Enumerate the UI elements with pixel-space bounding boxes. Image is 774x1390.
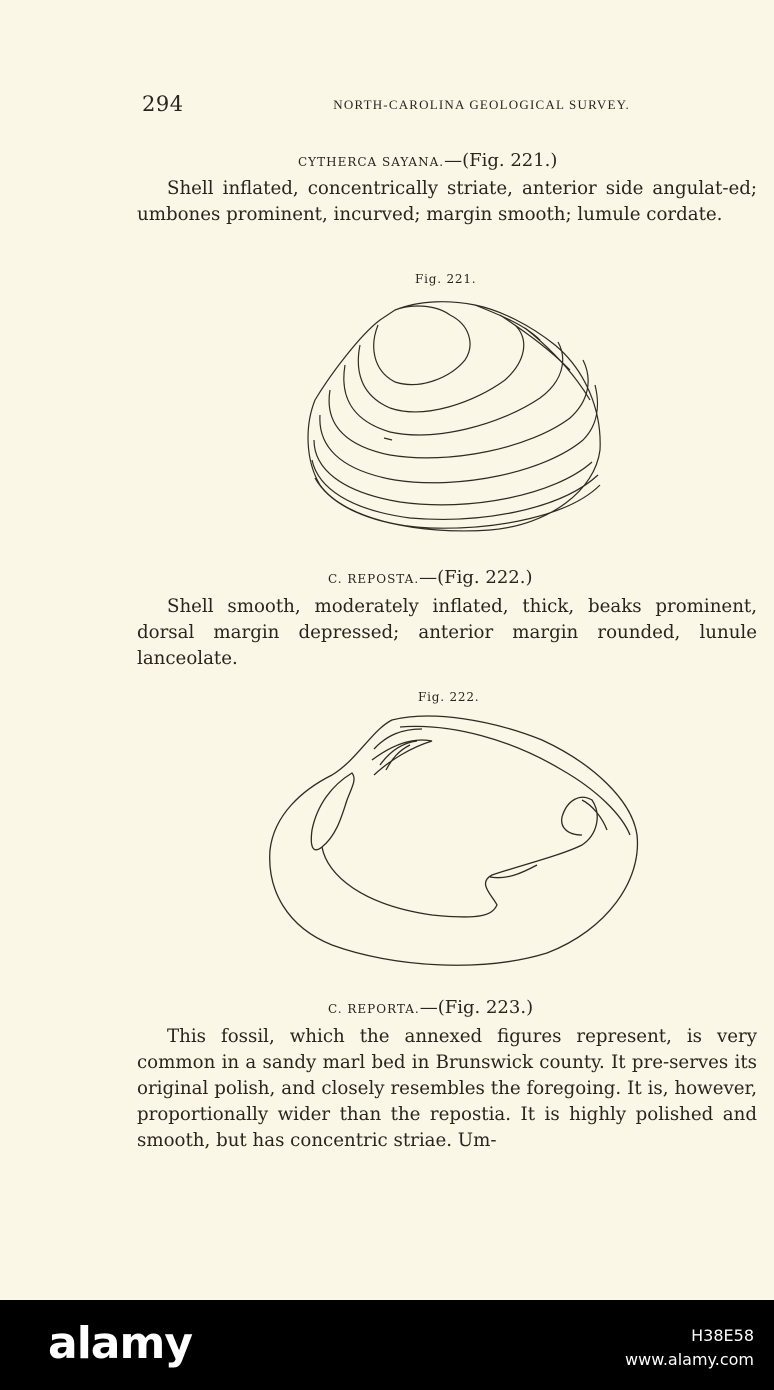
figure-ref-2: —(Fig. 222.) — [419, 567, 533, 588]
page-number: 294 — [142, 92, 184, 116]
species-description-1: Shell inflated, concentrically striate, anterior side angulat-ed; umbones prominent, incurved; margin smooth; lumule cordate. — [137, 178, 757, 225]
species-description-2: Shell smooth, moderately inflated, thick, beaks prominent, dorsal margin depressed; anterior margin rounded, lunule lanceolate. — [137, 596, 757, 669]
figure-ref-1: —(Fig. 221.) — [444, 150, 558, 171]
figure-label-221: Fig. 221. — [415, 272, 477, 286]
species-name-2: C. REPOSTA. — [328, 572, 420, 586]
species-description-3: This fossil, which the annexed figures represent, is very common in a sandy marl bed in Brunswick county. It pre-serves its original polish, and closely resembles the foregoing. It is, however, proportionally wider than the repostia. It is highly polished and smooth, but has concentric striae. Um- — [137, 1026, 757, 1151]
brand-logo: alamy — [48, 1318, 192, 1369]
species-caption-3 — [328, 997, 533, 1018]
running-title: NORTH-CAROLINA GEOLOGICAL SURVEY. — [333, 97, 630, 112]
species-name-1: CYTHERCA SAYANA. — [298, 155, 445, 169]
site-url: www.alamy.com — [625, 1350, 754, 1369]
page-header — [140, 92, 630, 122]
species-name-3: C. REPORTA. — [328, 1002, 420, 1016]
species-caption-2 — [328, 567, 532, 588]
figure-label-222: Fig. 222. — [418, 690, 480, 704]
figure-ref-3: —(Fig. 223.) — [419, 997, 534, 1018]
shell-illustration-fig-221 — [300, 290, 610, 540]
shell-illustration-fig-222 — [262, 705, 647, 970]
species-caption-1 — [298, 150, 557, 171]
image-id: H38E58 — [691, 1326, 754, 1345]
